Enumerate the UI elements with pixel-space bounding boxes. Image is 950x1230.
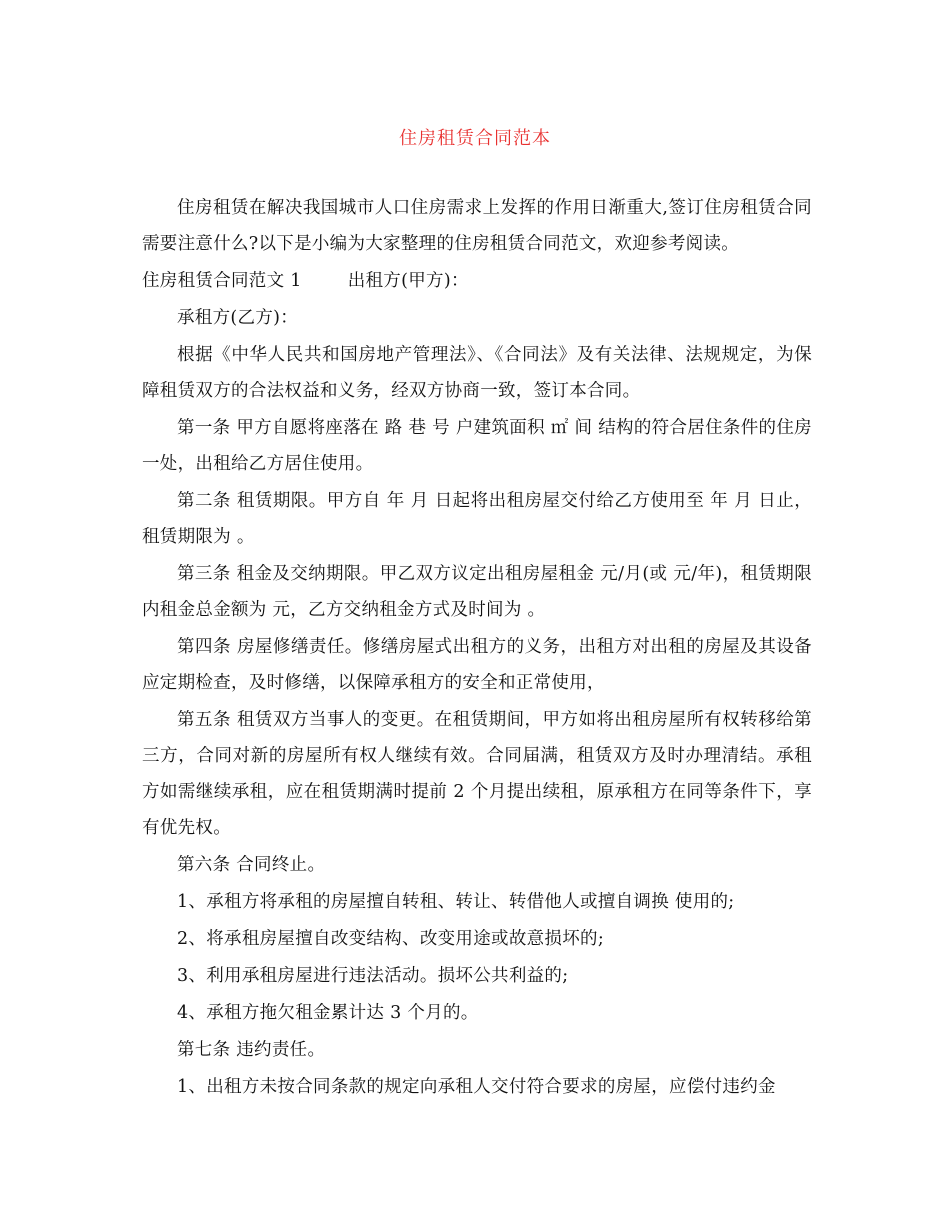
paragraph-article-7: 第七条 违约责任。 — [177, 1040, 326, 1060]
list-item: 1、出租方未按合同条款的规定向承租人交付符合要求的房屋，应偿付违约金 — [177, 1077, 776, 1097]
list-item: 4、承租方拖欠租金累计达 3 个月的。 — [177, 1003, 479, 1023]
paragraph-lessee: 承租方(乙方)： — [177, 308, 299, 328]
subheading-right: 出租方(甲方)： — [347, 271, 469, 291]
paragraph-article-1: 第一条 甲方自愿将座落在 路 巷 号 户建筑面积 ㎡ 间 结构的符合居住条件的住房一处，出租给乙方居住使用。 — [142, 418, 812, 474]
paragraph-article-4: 第四条 房屋修缮责任。修缮房屋式出租方的义务，出租方对出租的房屋及其设备应定期检查，及时修缮，以保障承租方的安全和正常使用， — [142, 637, 812, 693]
paragraph-article-6: 第六条 合同终止。 — [177, 855, 326, 875]
list-item: 3、利用承租房屋进行违法活动。损坏公共利益的; — [177, 966, 569, 986]
paragraph-article-3: 第三条 租金及交纳期限。甲乙双方议定出租房屋租金 元/月(或 元/年)，租赁期限内租金总金额为 元，乙方交纳租金方式及时间为 。 — [142, 564, 812, 620]
document-body — [142, 190, 812, 1106]
paragraph-basis: 根据《中华人民共和国房地产管理法》、《合同法》及有关法律、法规规定，为保障租赁双方的合法权益和义务，经双方协商一致，签订本合同。 — [142, 345, 812, 401]
subheading-line — [142, 263, 812, 299]
document-title: 住房租赁合同范本 — [399, 128, 551, 149]
subheading-left: 住房租赁合同范文 1 — [142, 271, 302, 291]
paragraph-article-2: 第二条 租赁期限。甲方自 年 月 日起将出租房屋交付给乙方使用至 年 月 日止，租赁期限为 。 — [142, 491, 812, 547]
list-item: 1、承租方将承租的房屋擅自转租、转让、转借他人或擅自调换 使用的; — [177, 892, 735, 912]
intro-paragraph: 住房租赁在解决我国城市人口住房需求上发挥的作用日渐重大,签订住房租赁合同需要注意什么?以下是小编为大家整理的住房租赁合同范文，欢迎参考阅读。 — [142, 198, 812, 254]
list-item: 2、将承租房屋擅自改变结构、改变用途或故意损坏的; — [177, 929, 605, 949]
paragraph-article-5: 第五条 租赁双方当事人的变更。在租赁期间，甲方如将出租房屋所有权转移给第三方，合同对新的房屋所有权人继续有效。合同届满，租赁双方及时办理清结。承租方如需继续承租，应在租赁期满时提前 2 个月提出续租，原承租方在同等条件下，享有优先权。 — [142, 710, 812, 838]
